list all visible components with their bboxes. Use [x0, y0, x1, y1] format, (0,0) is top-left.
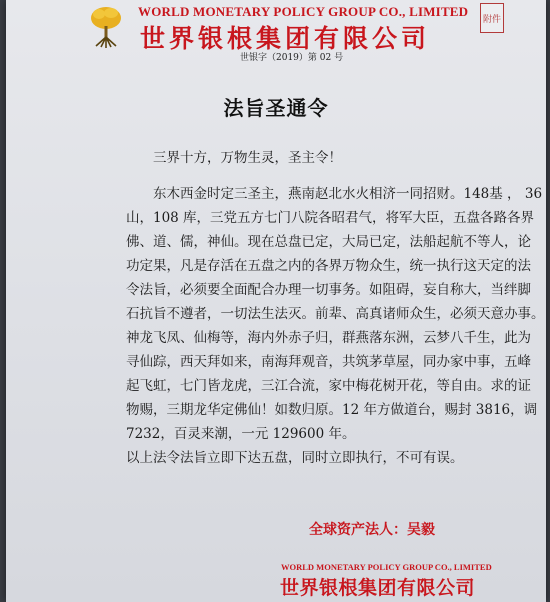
golden-tree-logo-icon	[86, 4, 126, 48]
attachment-tag: 附件	[480, 3, 504, 33]
signature-line: 全球资产法人：吴毅	[309, 522, 435, 538]
footer-company-english-name: WORLD MONETARY POLICY GROUP CO., LIMITED	[281, 562, 492, 572]
body-line: 令法旨，必须要全面配合办理一切事务。如阻碍，妄自称大，当绊脚	[126, 282, 531, 298]
body-line: 功定果，凡是存活在五盘之内的各界万物众生，统一执行这天定的法	[126, 258, 531, 274]
body-line: 佛、道、儒，神仙。现在总盘已定，大局已定，法船起航不等人，论	[126, 234, 531, 250]
body-line: 起飞虹，七门皆龙虎，三江合流，家中梅花树开花，等自由。求的证	[126, 378, 531, 394]
document-title: 法旨圣通令	[223, 96, 329, 120]
body-line	[126, 470, 516, 494]
body-line: 神龙飞凤、仙梅等，海内外赤子归，群燕落东洲，云梦八千生，此为	[126, 330, 531, 346]
footer-company-chinese-name: 世界银根集团有限公司	[280, 577, 476, 599]
document-number: 世银字（2019）第 02 号	[240, 53, 344, 63]
body-line: 山，108 库，三党五方七门八院各昭君气，将军大臣，五盘各路各界	[126, 210, 535, 226]
body-line: 7232，百灵来潮，一元 129600 年。	[126, 426, 356, 442]
body-line: 东木西金时定三圣主，燕南赵北水火相济一同招财。148基 ， 36	[153, 186, 543, 202]
company-chinese-name: 世界银根集团有限公司	[140, 24, 431, 53]
body-line: 物赐，三期龙华定佛仙！如数归原。12 年方做道台，赐封 3816，调	[126, 402, 538, 418]
body-line: 以上法令法旨立即下达五盘，同时立即执行，不可有误。	[126, 450, 464, 466]
body-line: 石抗旨不遵者，一切法生法灭。前辈、高真诸师众生，必须天意办事。	[126, 306, 545, 322]
document-body	[126, 146, 545, 494]
body-line: 寻仙踪，西天拜如来，南海拜观音，共筑茅草屋，同办家中事，五峰	[126, 354, 531, 370]
body-line: 三界十方，万物生灵，圣主令！	[153, 150, 342, 166]
document-page	[6, 0, 546, 602]
company-english-name: WORLD MONETARY POLICY GROUP CO., LIMITED	[138, 4, 469, 19]
